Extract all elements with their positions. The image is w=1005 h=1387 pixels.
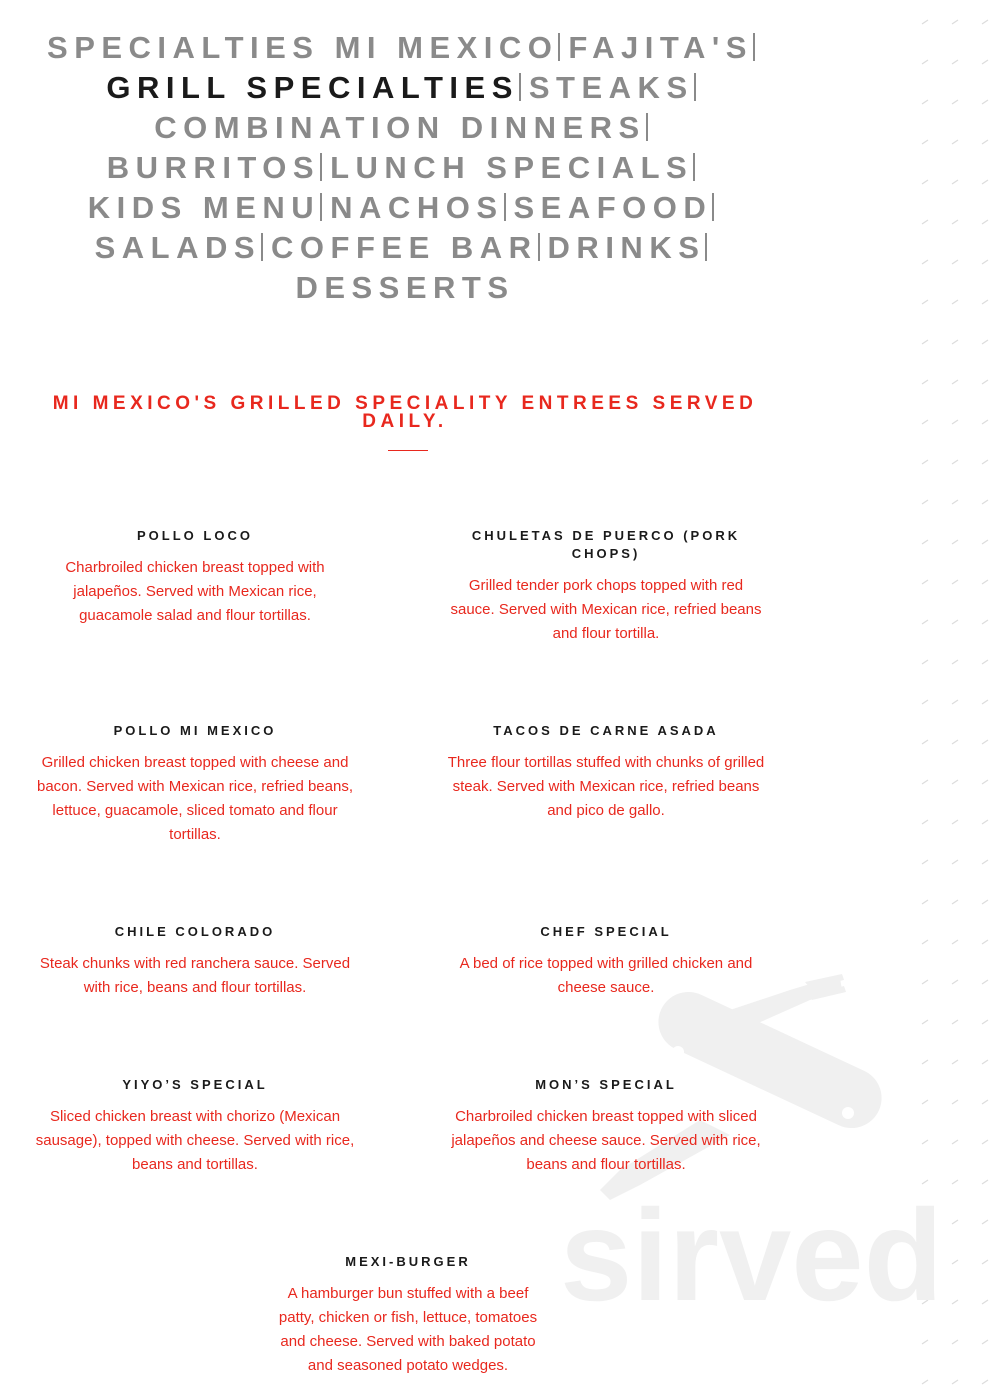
pattern-dash xyxy=(952,1380,958,1384)
nav-link-seafood[interactable]: SEAFOOD xyxy=(513,190,713,225)
pattern-dash xyxy=(982,980,988,984)
pattern-dash xyxy=(982,180,988,184)
pattern-dash xyxy=(952,260,958,264)
pattern-dash xyxy=(952,740,958,744)
menu-item-name: POLLO MI MEXICO xyxy=(113,723,277,738)
pattern-dash xyxy=(982,300,988,304)
nav-link-coffee-bar[interactable]: COFFEE BAR xyxy=(271,230,538,265)
pattern-dash xyxy=(982,340,988,344)
nav-separator xyxy=(646,113,648,141)
nav-separator xyxy=(538,233,540,261)
pattern-dash xyxy=(922,100,928,104)
menu-item xyxy=(446,1076,766,1177)
nav-link-lunch-specials[interactable]: LUNCH SPECIALS xyxy=(330,150,694,185)
menu-item-description: Sliced chicken breast with chorizo (Mexican sausage), topped with cheese. Served with rice, beans and tortillas. xyxy=(35,1108,355,1173)
pattern-dash xyxy=(952,220,958,224)
pattern-dash xyxy=(922,220,928,224)
pattern-dash xyxy=(982,100,988,104)
menu-item xyxy=(35,1076,355,1177)
menu-item xyxy=(35,923,355,1000)
menu-item-description: A hamburger bun stuffed with a beef patty, chicken or fish, lettuce, tomatoes and cheese. Served with baked potato and seasoned potato wedges. xyxy=(278,1285,538,1374)
pattern-dash xyxy=(982,740,988,744)
nav-separator xyxy=(519,73,521,101)
menu-item xyxy=(35,527,355,628)
pattern-dash xyxy=(922,500,928,504)
menu-item-name: POLLO LOCO xyxy=(137,528,253,543)
pattern-dash xyxy=(922,700,928,704)
pattern-dash xyxy=(952,380,958,384)
nav-link-desserts[interactable]: DESSERTS xyxy=(295,270,515,305)
nav-link-kids-menu[interactable]: KIDS MENU xyxy=(87,190,321,225)
pattern-dash xyxy=(922,820,928,824)
pattern-dash xyxy=(982,1340,988,1344)
nav-line xyxy=(0,228,810,268)
pattern-dash xyxy=(952,340,958,344)
menu-item xyxy=(248,1253,568,1378)
menu-item-name: CHILE COLORADO xyxy=(114,924,276,939)
pattern-dash xyxy=(922,20,928,24)
nav-separator xyxy=(753,33,755,61)
pattern-dash xyxy=(922,660,928,664)
menu-category-nav xyxy=(0,28,810,308)
nav-link-salads[interactable]: SALADS xyxy=(94,230,262,265)
pattern-dash xyxy=(982,1140,988,1144)
pattern-dash xyxy=(982,1060,988,1064)
menu-item-description: Charbroiled chicken breast topped with jalapeños. Served with Mexican rice, guacamole salad and flour tortillas. xyxy=(65,559,325,624)
pattern-dash xyxy=(952,860,958,864)
pattern-dash xyxy=(982,460,988,464)
pattern-dash xyxy=(922,340,928,344)
pattern-dash xyxy=(952,700,958,704)
nav-link-steaks[interactable]: STEAKS xyxy=(528,70,694,105)
nav-line xyxy=(0,108,810,148)
pattern-dash xyxy=(922,540,928,544)
pattern-dash xyxy=(982,1300,988,1304)
pattern-dash xyxy=(922,940,928,944)
pattern-dash xyxy=(952,500,958,504)
pattern-dash xyxy=(922,300,928,304)
menu-item-name: MON’S SPECIAL xyxy=(535,1077,677,1092)
pattern-dash xyxy=(952,300,958,304)
nav-line xyxy=(0,188,810,228)
pattern-dash xyxy=(922,420,928,424)
pattern-dash xyxy=(982,380,988,384)
pattern-dash xyxy=(952,20,958,24)
nav-link-fajita-s[interactable]: FAJITA'S xyxy=(568,30,753,65)
menu-item-name: YIYO’S SPECIAL xyxy=(122,1077,268,1092)
menu-item xyxy=(446,923,766,1000)
pattern-dash xyxy=(982,1100,988,1104)
pattern-dash xyxy=(982,660,988,664)
menu-item-description: Grilled chicken breast topped with cheese and bacon. Served with Mexican rice, refried beans, lettuce, guacamole, sliced tomato and flour tortillas. xyxy=(37,754,353,843)
nav-separator xyxy=(705,233,707,261)
pattern-dash xyxy=(952,900,958,904)
nav-link-specialties-mi-mexico[interactable]: SPECIALTIES MI MEXICO xyxy=(47,30,559,65)
pattern-dash xyxy=(982,140,988,144)
nav-separator xyxy=(712,193,714,221)
pattern-dash xyxy=(982,1380,988,1384)
pattern-dash xyxy=(952,60,958,64)
pattern-dash xyxy=(952,580,958,584)
pattern-dash xyxy=(982,900,988,904)
pattern-dash xyxy=(922,740,928,744)
pattern-dash xyxy=(952,420,958,424)
pattern-dash xyxy=(952,620,958,624)
pattern-dash xyxy=(922,140,928,144)
pattern-dash xyxy=(982,580,988,584)
pattern-dash xyxy=(922,180,928,184)
pattern-dash xyxy=(982,820,988,824)
pattern-dash xyxy=(922,860,928,864)
pattern-dash xyxy=(952,540,958,544)
menu-item xyxy=(35,722,355,847)
pattern-dash xyxy=(982,700,988,704)
pattern-dash xyxy=(982,1260,988,1264)
section-title: MI MEXICO'S GRILLED SPECIALITY ENTREES SERVED DAILY. xyxy=(52,393,758,432)
pattern-dash xyxy=(982,780,988,784)
nav-line xyxy=(0,148,810,188)
nav-separator xyxy=(504,193,506,221)
menu-item-description: Charbroiled chicken breast topped with sliced jalapeños and cheese sauce. Served with rice, beans and flour tortillas. xyxy=(451,1108,761,1173)
nav-link-nachos[interactable]: NACHOS xyxy=(330,190,504,225)
menu-item-name: MEXI-BURGER xyxy=(345,1254,471,1269)
pattern-dash xyxy=(922,620,928,624)
nav-separator xyxy=(320,193,322,221)
pattern-dash xyxy=(922,780,928,784)
pattern-dash xyxy=(982,420,988,424)
title-divider xyxy=(388,450,428,451)
menu-item-name: CHEF SPECIAL xyxy=(540,924,672,939)
pattern-dash xyxy=(922,1380,928,1384)
nav-separator xyxy=(558,33,560,61)
pattern-dash xyxy=(922,380,928,384)
pattern-dash xyxy=(982,1020,988,1024)
pattern-dash xyxy=(952,180,958,184)
pattern-dash xyxy=(982,500,988,504)
nav-link-combination-dinners[interactable]: COMBINATION DINNERS xyxy=(154,110,646,145)
nav-line xyxy=(0,268,810,308)
pattern-dash xyxy=(952,940,958,944)
pattern-dash xyxy=(952,1340,958,1344)
menu-item-name: CHULETAS DE PUERCO (PORK CHOPS) xyxy=(471,528,741,561)
nav-line xyxy=(0,68,810,108)
nav-separator xyxy=(693,153,695,181)
nav-link-drinks[interactable]: DRINKS xyxy=(547,230,706,265)
nav-link-burritos[interactable]: BURRITOS xyxy=(106,150,321,185)
pattern-dash xyxy=(982,60,988,64)
pattern-dash xyxy=(952,780,958,784)
svg-text:sirved: sirved xyxy=(560,1182,944,1310)
pattern-dash xyxy=(982,1220,988,1224)
pattern-dash xyxy=(922,460,928,464)
menu-item xyxy=(446,722,766,823)
pattern-dash xyxy=(922,1340,928,1344)
pattern-dash xyxy=(982,540,988,544)
nav-link-grill-specialties[interactable]: GRILL SPECIALTIES xyxy=(106,70,519,105)
pattern-dash xyxy=(922,900,928,904)
pattern-dash xyxy=(952,460,958,464)
pattern-dash xyxy=(982,20,988,24)
nav-line xyxy=(0,28,810,68)
pattern-dash xyxy=(922,260,928,264)
nav-separator xyxy=(261,233,263,261)
pattern-dash xyxy=(982,220,988,224)
menu-item-description: Steak chunks with red ranchera sauce. Served with rice, beans and flour tortillas. xyxy=(39,955,351,996)
pattern-dash xyxy=(952,820,958,824)
menu-item-description: Grilled tender pork chops topped with red sauce. Served with Mexican rice, refried beans and flour tortilla. xyxy=(450,577,762,642)
menu-item xyxy=(446,527,766,646)
pattern-dash xyxy=(982,940,988,944)
pattern-dash xyxy=(952,140,958,144)
pattern-dash xyxy=(952,660,958,664)
pattern-dash xyxy=(982,1180,988,1184)
menu-item-name: TACOS DE CARNE ASADA xyxy=(493,723,719,738)
nav-separator xyxy=(320,153,322,181)
pattern-dash xyxy=(922,60,928,64)
nav-separator xyxy=(694,73,696,101)
menu-item-description: Three flour tortillas stuffed with chunks of grilled steak. Served with Mexican rice, refried beans and pico de gallo. xyxy=(447,754,765,819)
pattern-dash xyxy=(982,620,988,624)
pattern-dash xyxy=(982,860,988,864)
menu-item-description: A bed of rice topped with grilled chicken and cheese sauce. xyxy=(459,955,753,996)
pattern-dash xyxy=(982,260,988,264)
pattern-dash xyxy=(952,100,958,104)
pattern-dash xyxy=(922,580,928,584)
